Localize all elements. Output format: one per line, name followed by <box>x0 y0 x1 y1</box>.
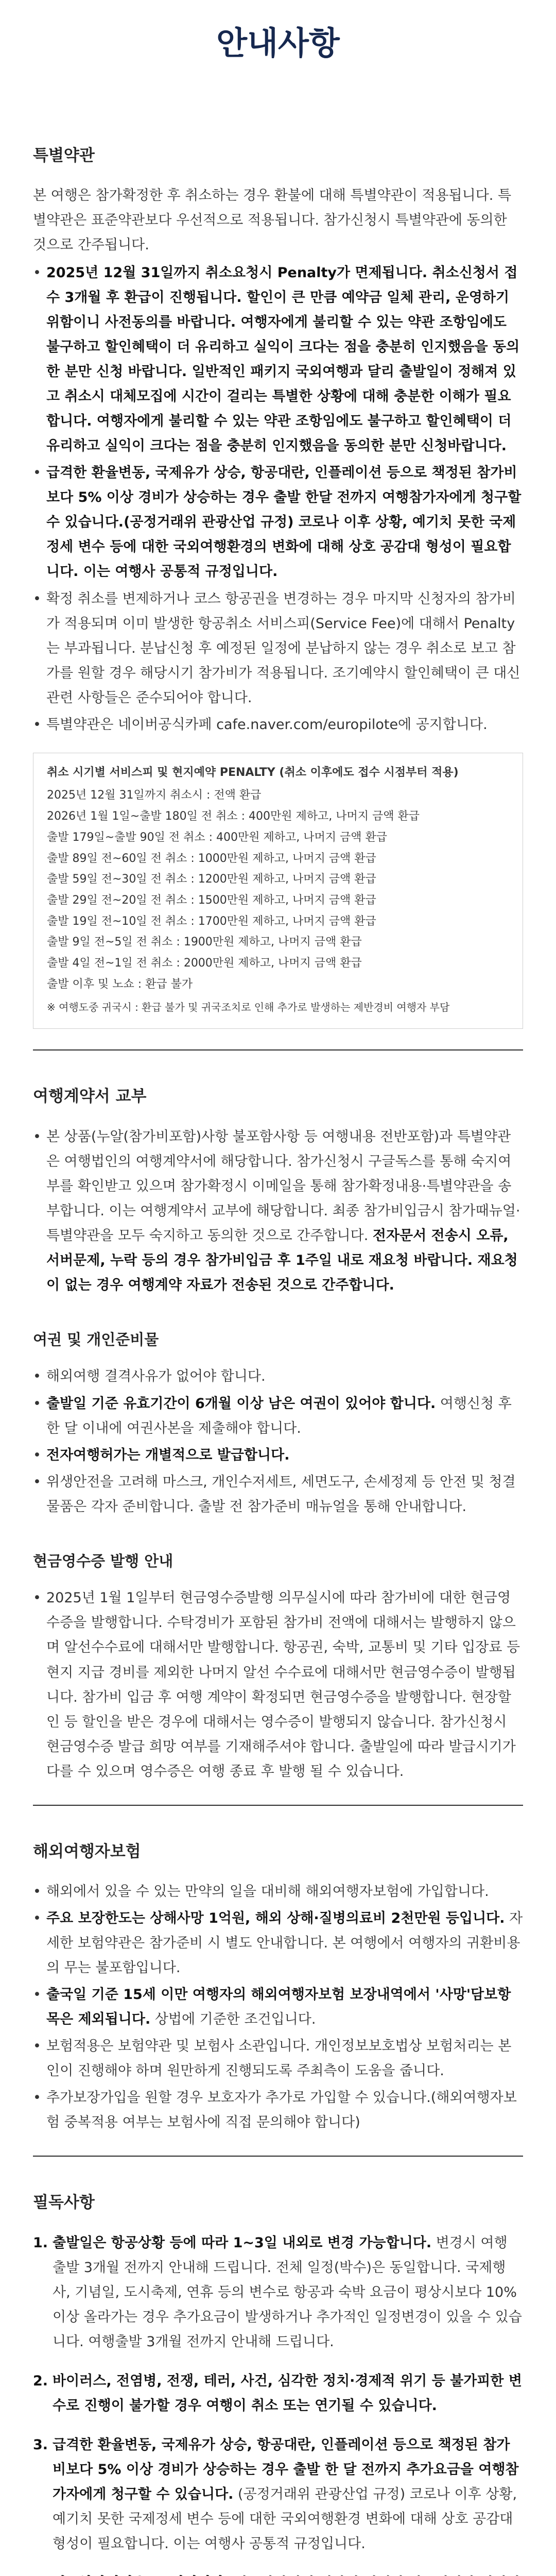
insurance-title: 해외여행자보험 <box>33 1842 141 1861</box>
notes-title: 필독사항 <box>33 2193 95 2212</box>
penalty-line: 출발 4일 전~1일 전 취소 : 2000만원 제하고, 나머지 금액 환급 <box>47 956 362 970</box>
bullet-item <box>33 461 523 584</box>
text: 해외여행 결격사유가 없어야 합니다. <box>46 1368 266 1385</box>
text: 본 상품(누알(참가비포함)사항 불포함사항 등 여행내용 전반포함)과 특별약관은 여행법인의 여행계약서에 해당합니다. 참가신청시 구글독스를 통해 숙지여부를 확인받고 있으며 참가확정시 이메일을 통해 참가확정내용·특별약관을 송부합니다. 이는 여행계약서 교부에 해당합니다. 최종 참가비입금시 참가때뉴얼·특별약관을 모두 숙지하고 동의한 것으로 간주합니다. <box>46 1128 520 1244</box>
bullet-item <box>33 1586 523 1784</box>
notes-section <box>33 2189 523 2576</box>
bold-text: 전자여행허가는 개별적으로 발급합니다. <box>46 1447 290 1463</box>
bullet-item <box>33 713 523 737</box>
text: 특별약관은 네이버공식카페 cafe.naver.com/europilote에 공지합니다. <box>46 716 488 733</box>
bold-text: 급격한 환율변동, 국제유가 상승, 항공대란, 인플레이션 등으로 책정된 참가비보다 5% 이상 경비가 상승하는 경우 출발 한 달 전까지 추가요금을 여행참가자에게 청구할 수 있습니다. <box>53 2436 519 2502</box>
contract-list <box>33 1125 523 1298</box>
text: 2025년 1월 1일부터 현금영수증발행 의무실시에 따라 참가비에 대한 현금영수증을 발행합니다. 수탁경비가 포함된 참가비 전액에 대해서는 발행하지 않으며 알선수수료에 대해서만 발행합니다. 항공권, 숙박, 교통비 및 기타 입장료 등 현지 지급 경비를 제외한 나머지 알선 수수료에 대해서만 현금영수증이 발행됩니다. 참가비 입금 후 여행 계약이 확정되면 현금영수증을 발행합니다. 현장할인 등 할인을 받은 경우에 대해서는 영수증이 발행되지 않습니다. 참가신청시 현금영수증 발급 희망 여부를 기재해주셔야 합니다. 출발일에 따라 발급시기가 다를 수 있으며 영수증은 여행 종료 후 발행 될 수 있습니다. <box>46 1590 520 1780</box>
notes-list <box>33 2231 523 2576</box>
bullet-item <box>33 1906 523 1980</box>
penalty-box-title: 취소 시기별 서비스피 및 현지예약 PENALTY (취소 이후에도 접수 시점부터 적용) <box>47 766 459 779</box>
penalty-line: 출발 이후 및 노쇼 : 환급 불가 <box>47 977 193 991</box>
text: 위생안전을 고려해 마스크, 개인수저세트, 세면도구, 손세정제 등 안전 및 청결물품은 각자 준비합니다. 출발 전 참가준비 매뉴얼을 통해 안내합니다. <box>46 1473 516 1515</box>
contract-section <box>33 1082 523 1784</box>
bold-text: 전자문서 전송시 오류, 서버문제, 누락 등의 경우 참가비입금 후 1주일 내로 재요청 바랍니다. 재요청이 없는 경우 여행계약 자료가 전송된 것으로 간주합니다. <box>46 1227 518 1293</box>
penalty-line: 출발 19일 전~10일 전 취소 : 1700만원 제하고, 나머지 금액 환급 <box>47 914 376 928</box>
penalty-line: 2026년 1월 1일~출발 180일 전 취소 : 400만원 제하고, 나머지 금액 환급 <box>47 810 420 823</box>
text: 변경시 여행 출발 3개월 전까지 안내해 드립니다. 전체 일정(박수)은 동일합니다. 국제행사, 기념일, 도시축제, 연휴 등의 변수로 항공과 숙박 요금이 평상시보다 10% 이상 올라가는 경우 추가요금이 발생하거나 추가적인 일정변경이 있을 수 있습니다. 여행출발 3개월 전까지 안내해 드립니다. <box>53 2234 522 2350</box>
bold-text: 바이러스, 전염병, 전쟁, 테러, 사건, 심각한 정치·경제적 위기 등 불가피한 변수로 진행이 불가할 경우 여행이 취소 또는 연기될 수 있습니다. <box>53 2372 522 2414</box>
section-divider <box>33 1805 523 1806</box>
special-terms-intro: 본 여행은 참가확정한 후 취소하는 경우 환불에 대해 특별약관이 적용됩니다. 특별약관은 표준약관보다 우선적으로 적용됩니다. 참가신청시 특별약관에 동의한 것으로 간주됩니다. <box>33 187 512 253</box>
numbered-item <box>33 2369 523 2418</box>
text: 해외에서 있을 수 있는 만약의 일을 대비해 해외여행자보험에 가입합니다. <box>46 1883 489 1900</box>
text: 추가보장가입을 원할 경우 보호자가 추가로 가입할 수 있습니다.(해외여행자보험 중복적용 여부는 보험사에 직접 문의해야 합니다) <box>46 2090 517 2131</box>
bold-text: 2025년 12월 31일까지 취소요청시 Penalty가 면제됩니다. 취소신청서 접수 3개월 후 환급이 진행됩니다. 할인이 큰 만큼 예약금 일체 관리, 운영하기 위함이니 사전동의를 바랍니다. 여행자에게 불리할 수 있는 약관 조항임에도 불구하고 할인혜택이 더 유리하고 실익이 크다는 점을 충분히 인지했음을 동의한 분만 신청 바랍니다. 일반적인 패키지 국외여행과 달리 출발일이 정해져 있고 취소시 대체모집에 시간이 걸리는 특별한 상황에 대해 충분한 이해가 필요합니다. 여행자에게 불리할 수 있는 약관 조항임에도 불구하고 할인혜택이 더 유리하고 실익이 크다는 점을 충분히 인지했음을 동의한 분만 신청바랍니다. <box>46 264 520 454</box>
penalty-line: 2025년 12월 31일까지 취소시 : 전액 환급 <box>47 789 262 802</box>
bullet-item <box>33 1364 523 1389</box>
bullet-item <box>33 1443 523 1468</box>
section-divider <box>33 2156 523 2157</box>
bullet-item <box>33 1392 523 1441</box>
bullet-item <box>33 261 523 459</box>
penalty-lines <box>47 785 509 995</box>
insurance-section <box>33 1838 523 2136</box>
item-number <box>33 2571 48 2576</box>
contract-title: 여행계약서 교부 <box>33 1087 147 1106</box>
bullet-item <box>33 2086 523 2135</box>
receipt-title: 현금영수증 발행 안내 <box>33 1552 173 1570</box>
passport-title: 여권 및 개인준비물 <box>33 1330 159 1348</box>
bold-text: 주요 보장한도는 상해사망 1억원, 해외 상해·질병의료비 2천만원 등입니다. <box>46 1910 505 1926</box>
penalty-box-note: ※ 여행도중 귀국시 : 환급 불가 및 귀국조치로 인해 추가로 발생하는 제반경비 여행자 부담 <box>47 1001 450 1014</box>
bullet-item <box>33 1125 523 1298</box>
penalty-line: 출발 29일 전~20일 전 취소 : 1500만원 제하고, 나머지 금액 환급 <box>47 893 376 907</box>
receipt-list <box>33 1586 523 1784</box>
section-divider <box>33 1049 523 1050</box>
special-terms-list <box>33 261 523 737</box>
item-number: 1. <box>33 2234 48 2251</box>
numbered-item <box>33 2231 523 2354</box>
bold-text: 출발일 기준 유효기간이 6개월 이상 남은 여권이 있어야 합니다. <box>46 1395 436 1412</box>
bold-text: 급격한 환율변동, 국제유가 상승, 항공대란, 인플레이션 등으로 책정된 참가비보다 5% 이상 경비가 상승하는 경우 출발 한달 전까지 여행참가자에게 청구할 수 있습니다.(공정거래위 관광산업 규정) 코로나 이후 상황, 예기치 못한 국제정세 변수 등에 대한 국외여행환경의 변화에 대해 상호 공감대 형성이 필요합니다. 이는 여행사 공통적 규정입니다. <box>46 465 522 580</box>
bold-text: 출국일 기준 15세 이만 여행자의 해외여행자보험 보장내역에서 '사망'담보항목은 제외됩니다. <box>46 1987 511 2028</box>
text: 보험적용은 보험약관 및 보험사 소관입니다. 개인정보보호법상 보험처리는 본인이 진행해야 하며 원만하게 진행되도록 주최측이 도움을 줍니다. <box>46 2038 512 2079</box>
bullet-item <box>33 587 523 710</box>
text: (공정거래위 관광산업 규정) 코로나 이후 상황, 예기치 못한 국제정세 변수 등에 대한 국외여행환경 변화에 대해 상호 공감대 형성이 필요합니다. 이는 여행사 공통적 규정입니다. <box>53 2486 517 2552</box>
numbered-item <box>33 2433 523 2556</box>
text: 자세한 보험약관은 참가준비 시 별도 안내합니다. 본 여행에서 여행자의 귀환비용의 무는 불포함입니다. <box>46 1910 523 1976</box>
penalty-line: 출발 179일~출발 90일 전 취소 : 400만원 제하고, 나머지 금액 환급 <box>47 831 388 844</box>
penalty-line: 출발 89일 전~60일 전 취소 : 1000만원 제하고, 나머지 금액 환급 <box>47 852 376 865</box>
item-number: 2. <box>33 2372 48 2389</box>
bullet-item <box>33 1879 523 1904</box>
title-spacer <box>33 64 523 142</box>
text: 여행신청 후 한 달 이내에 여권사본을 제출해야 합니다. <box>46 1395 512 1436</box>
bullet-item <box>33 1982 523 2032</box>
special-terms-section <box>33 142 523 1029</box>
text: 확정 취소를 변제하거나 코스 항공권을 변경하는 경우 마지막 신청자의 참가비가 적용되며 이미 발생한 항공취소 서비스피(Service Fee)에 대해서 Penalty는 부과됩니다. 분납신청 후 예정된 일정에 분납하지 않는 경우 취소로 보고 참가를 원할 경우 해당시기 참가비가 적용됩니다. 조기예약시 할인혜택이 큰 대신 관련 사항들은 준수되어야 합니다. <box>46 590 520 706</box>
bullet-item <box>33 1470 523 1519</box>
item-number: 3. <box>33 2436 48 2453</box>
insurance-list <box>33 1879 523 2135</box>
penalty-line: 출발 59일 전~30일 전 취소 : 1200만원 제하고, 나머지 금액 환급 <box>47 873 376 886</box>
numbered-item <box>33 2571 523 2576</box>
bold-text: 출발일은 항공상황 등에 따라 1~3일 내외로 변경 가능합니다. <box>53 2234 432 2251</box>
page-title: 안내사항 <box>216 24 340 62</box>
penalty-line: 출발 9일 전~5일 전 취소 : 1900만원 제하고, 나머지 금액 환급 <box>47 936 362 949</box>
special-terms-title: 특별약관 <box>33 146 95 165</box>
bullet-item <box>33 2034 523 2083</box>
passport-list <box>33 1364 523 1519</box>
penalty-table-box <box>33 753 523 1029</box>
text: 상법에 기준한 조건입니다. <box>150 2011 316 2028</box>
